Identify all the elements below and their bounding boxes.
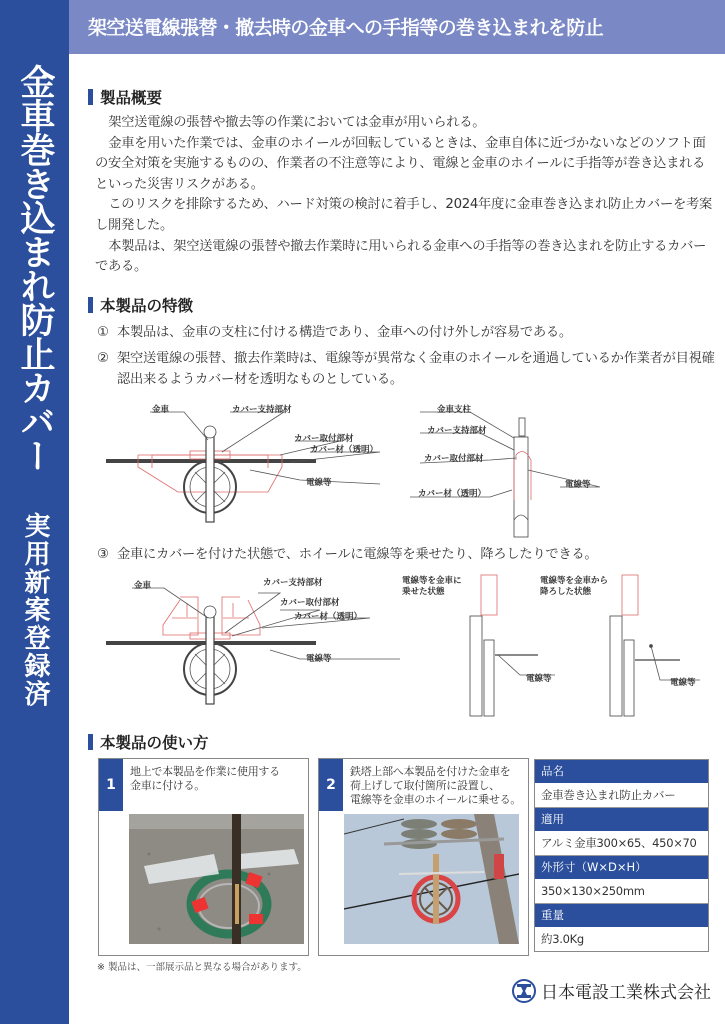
step-line: 電線等を金車のホイールに乗せる。 xyxy=(350,793,521,806)
spec-label: 外形寸（W×D×H） xyxy=(535,856,708,880)
caption-line: 降ろした状態 xyxy=(540,587,592,597)
step-line: 金車に付ける。 xyxy=(130,779,205,792)
feature-text: 架空送電線の張替、撤去作業時は、電線等が異常なく金車のホイールを通過しているか作業者が目視確認出来るようカバー材を透明なものとしている。 xyxy=(117,351,715,387)
overview-heading-text: 製品概要 xyxy=(100,89,163,107)
label-cover-support: カバー支持部材 xyxy=(263,578,323,588)
spec-label: 適用 xyxy=(535,808,708,832)
diagram-side-off xyxy=(610,575,700,716)
diagram-front-view-1 xyxy=(106,412,380,522)
step-line: 荷上げして取付箇所に設置し、 xyxy=(350,779,500,792)
caption-line: 電線等を金車に xyxy=(402,576,462,586)
step-number: 2 xyxy=(319,759,343,811)
sidebar-title: 金車巻き込まれ防止カバー xyxy=(15,64,55,472)
spec-value: 金車巻き込まれ防止カバー xyxy=(535,784,708,808)
label-cover-material: カバー材（透明） xyxy=(310,445,379,455)
sidebar-subtitle: 実用新案登録済 xyxy=(20,512,50,708)
photo-kinsha-on-tower xyxy=(344,814,519,944)
feature-number: ② xyxy=(97,351,109,366)
step-text xyxy=(130,765,280,793)
feature-text: 金車にカバーを付けた状態で、ホイールに電線等を乗せたり、降ろしたりできる。 xyxy=(117,547,598,562)
caption-wire-off xyxy=(540,576,608,598)
step-line: 地上で本製品を作業に使用する xyxy=(130,765,280,778)
company-name: 日本電設工業株式会社 xyxy=(541,983,711,1003)
overview-paragraph: 金車を用いた作業では、金車のホイールが回転しているときは、金車自体に近づかないなどのソフト面の安全対策を実施するものの、作業者の不注意等により、電線と金車のホイールに手指等が巻き込まれるといった災害リスクがある。 xyxy=(95,135,706,192)
label-wire: 電線等 xyxy=(526,674,552,684)
step-line: 鉄塔上部へ本製品を付けた金車を xyxy=(350,765,511,778)
usage-heading xyxy=(88,731,209,753)
spec-value: 350×130×250mm xyxy=(535,880,708,904)
caption-line: 電線等を金車から xyxy=(540,576,609,586)
spec-value: 約3.0Kg xyxy=(535,928,708,951)
label-wire: 電線等 xyxy=(565,480,591,490)
feature-text: 本製品は、金車の支柱に付ける構造であり、金車への付け外しが容易である。 xyxy=(117,325,572,340)
company-logo xyxy=(512,978,711,1003)
overview-paragraph: このリスクを排除するため、ハード対策の検討に着手し、2024年度に金車巻き込まれ防止カバーを考案し開発した。 xyxy=(95,197,713,233)
caption-wire-on xyxy=(402,576,462,598)
spec-label: 品名 xyxy=(535,760,708,784)
step-text xyxy=(350,765,521,807)
usage-step-2 xyxy=(318,758,529,956)
label-kinsha: 金車 xyxy=(152,405,170,415)
usage-heading-text: 本製品の使い方 xyxy=(100,734,209,752)
label-wire: 電線等 xyxy=(670,678,696,688)
label-kinsha: 金車 xyxy=(134,581,152,591)
label-cover-support: カバー支持部材 xyxy=(232,405,292,415)
diagram-front-view-2 xyxy=(106,588,400,704)
caption-line: 乗せた状態 xyxy=(402,587,445,597)
label-wire: 電線等 xyxy=(306,654,332,664)
label-cover-material: カバー材（透明） xyxy=(294,612,363,622)
label-cover-material: カバー材（透明） xyxy=(418,489,487,499)
label-cover-mount: カバー取付部材 xyxy=(280,598,340,608)
spec-label: 重量 xyxy=(535,904,708,928)
feature-number: ③ xyxy=(97,547,109,562)
label-cover-support: カバー支持部材 xyxy=(427,426,487,436)
label-wire: 電線等 xyxy=(306,478,332,488)
spec-value: アルミ金車300×65、450×70 xyxy=(535,832,708,856)
label-kinsha-post: 金車支柱 xyxy=(437,405,472,415)
usage-step-1 xyxy=(98,758,309,956)
photo-kinsha-with-cover-ground xyxy=(129,814,304,944)
spec-table xyxy=(534,759,709,952)
feature-number: ① xyxy=(97,325,109,340)
disclaimer-note: ※ 製品は、一部展示品と異なる場合があります。 xyxy=(97,962,307,973)
label-cover-mount: カバー取付部材 xyxy=(294,434,354,444)
company-logo-icon xyxy=(512,979,536,1003)
step-number: 1 xyxy=(99,759,123,811)
label-cover-mount: カバー取付部材 xyxy=(424,454,484,464)
features-heading-text: 本製品の特徴 xyxy=(100,297,194,315)
overview-paragraph: 本製品は、架空送電線の張替や撤去作業時に用いられる金車への手指等の巻き込まれを防止するカバーである。 xyxy=(95,238,707,275)
overview-paragraph: 架空送電線の張替や撤去等の作業においては金車が用いられる。 xyxy=(108,115,486,130)
heading-marker xyxy=(88,734,93,750)
page-title: 架空送電線張替・撤去時の金車への手指等の巻き込まれを防止 xyxy=(88,17,604,39)
